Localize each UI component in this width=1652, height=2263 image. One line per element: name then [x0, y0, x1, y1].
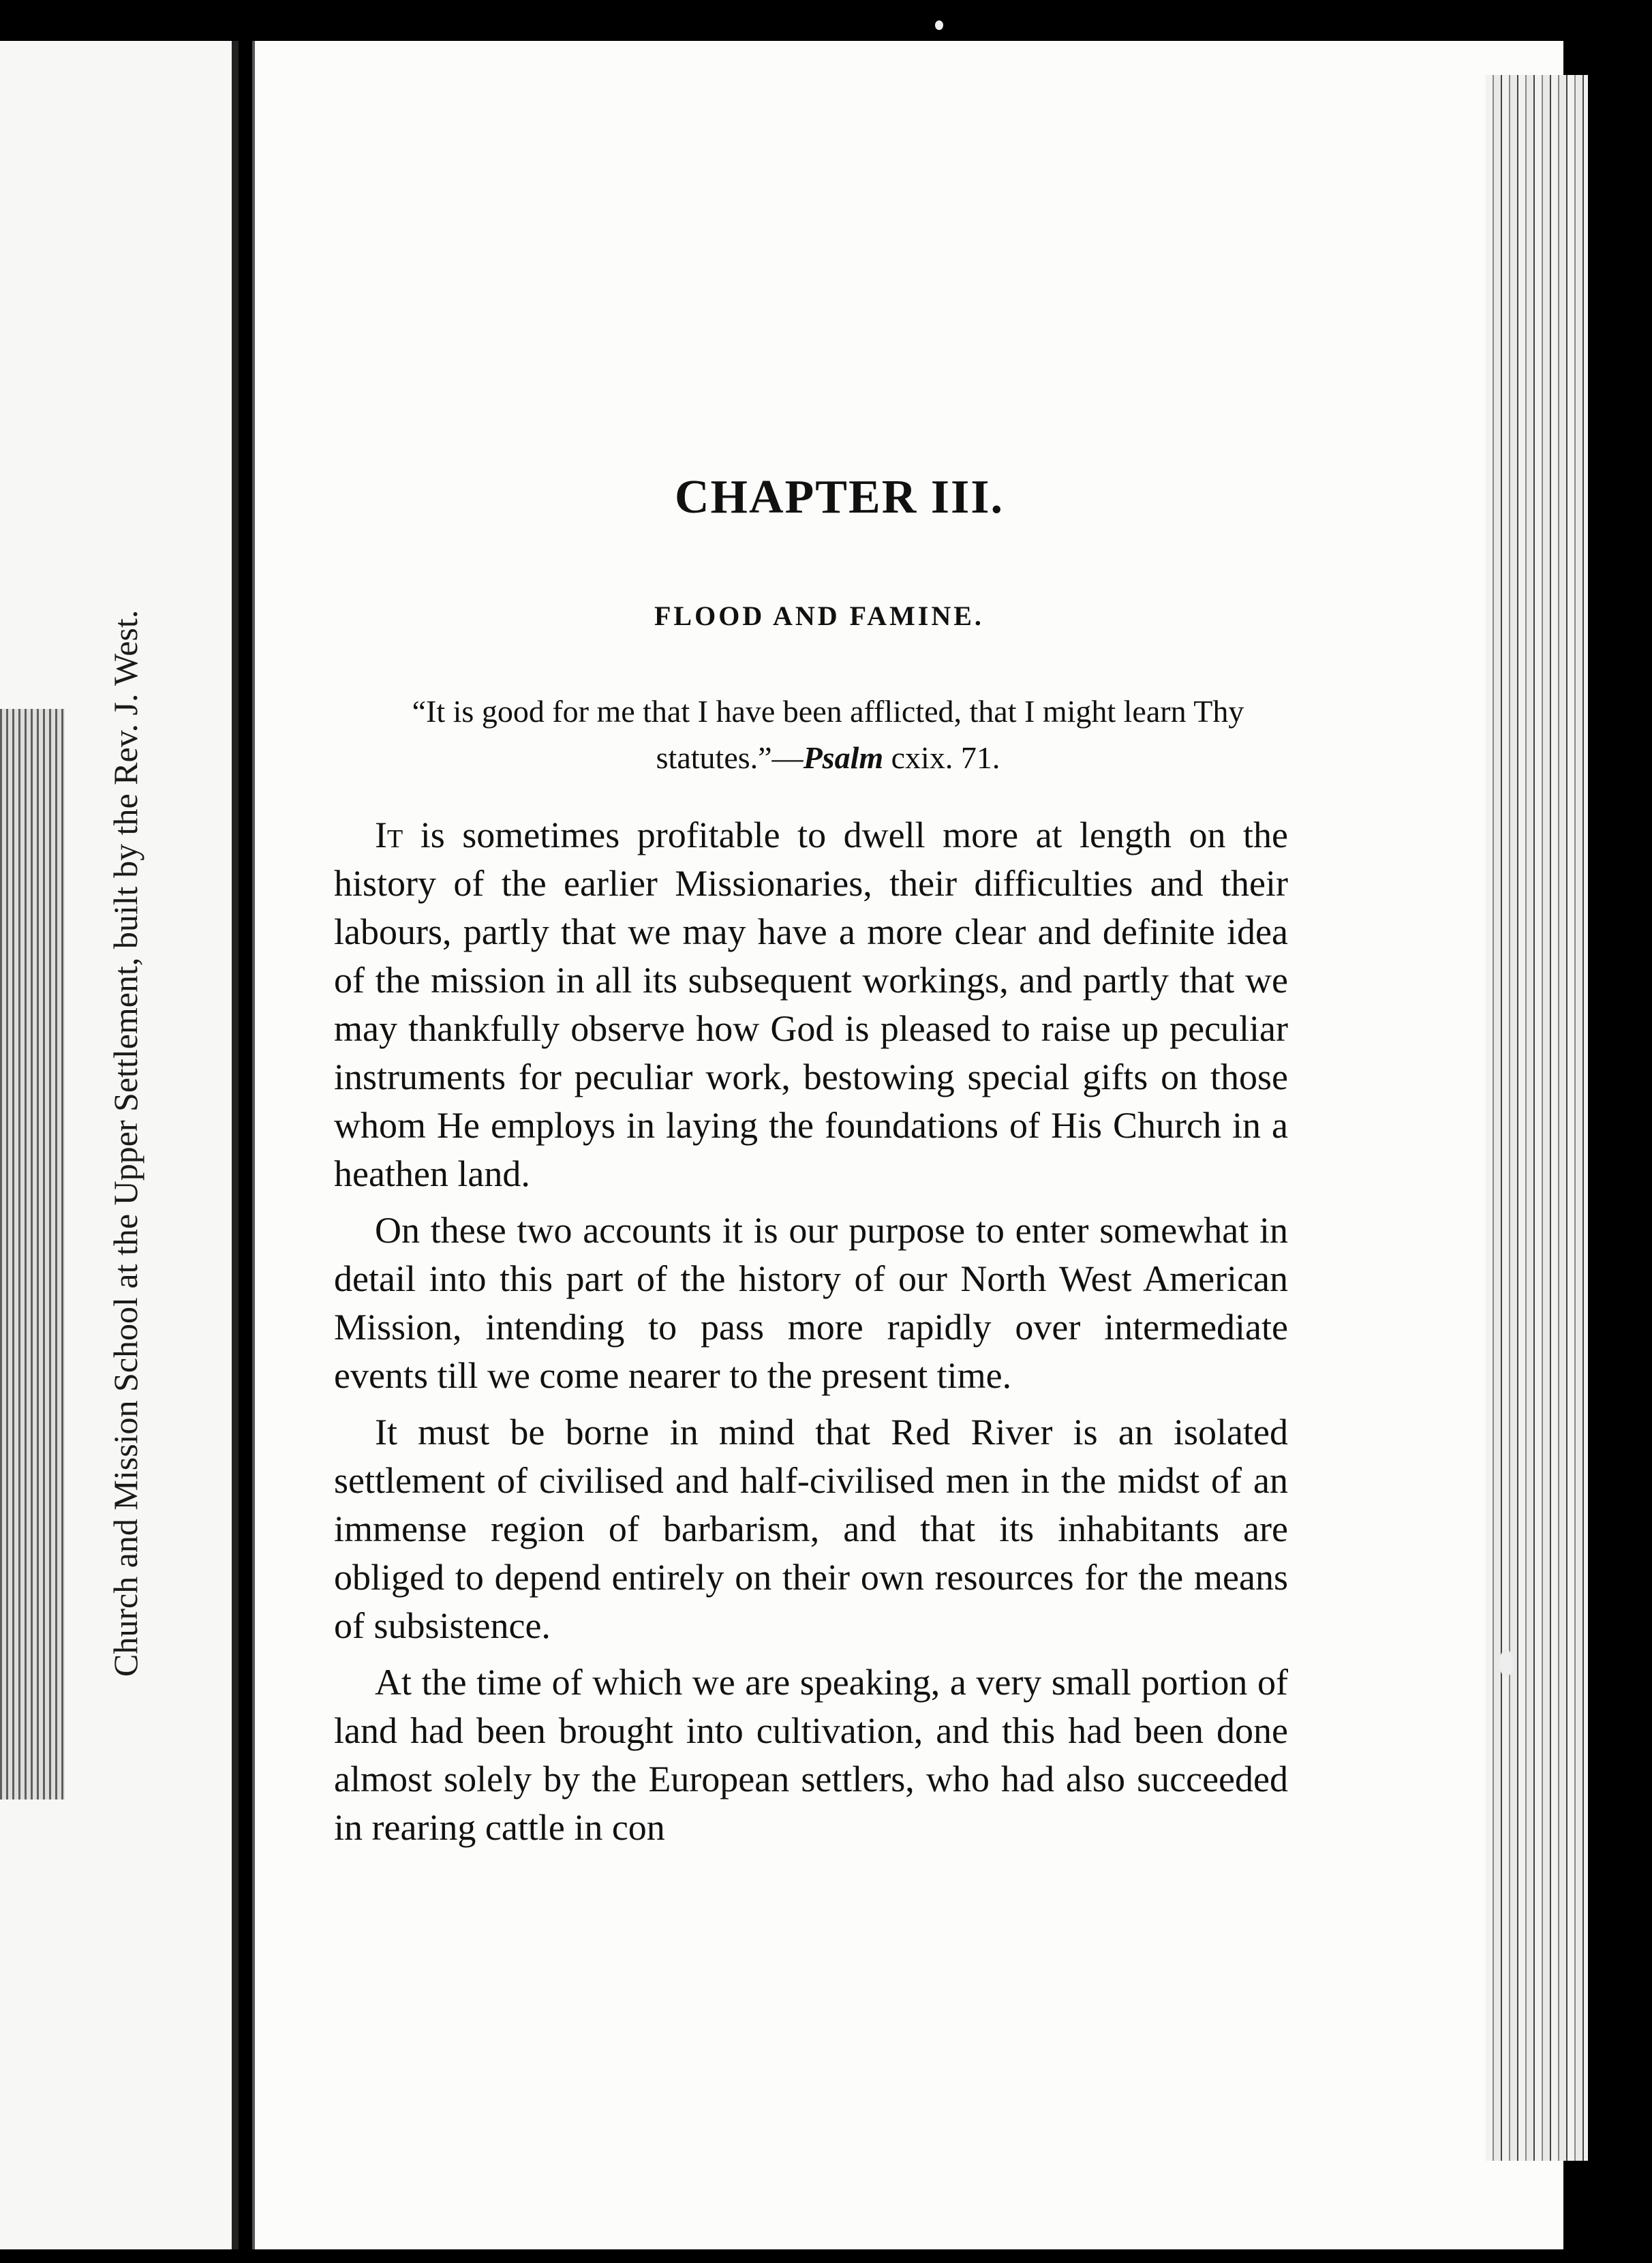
paragraph-text: is sometimes profitable to dwell more at length on the history of the earlier Missionaries, their difficulties and their labours, partly that we may have a more clear and definite idea of the mission in all its subsequent workings, and partly that we may thankfully observe how God is pleased to raise up peculiar instruments for peculiar work, bestowing special gifts on those whom He employs in laying the foundations of His Church in a heathen land.: [334, 815, 1288, 1194]
scan-speck: [935, 20, 943, 30]
paragraph-lead: It: [375, 815, 403, 855]
body-text: [334, 811, 1288, 1860]
paragraph: [334, 811, 1288, 1198]
paragraph: [334, 1658, 1288, 1852]
church-illustration-fragment: [0, 709, 65, 1799]
paragraph: [334, 1206, 1288, 1400]
illustration-caption: Church and Mission School at the Upper Settlement, built by the Rev. J. West.: [106, 609, 144, 1677]
epigraph-source: Psalm: [803, 740, 884, 775]
scan-speck: [1499, 1650, 1513, 1677]
epigraph-reference: cxix. 71.: [883, 740, 1000, 775]
epigraph-quote: “It is good for me that I have been afflicted, that I might learn Thy statutes.”—: [412, 694, 1244, 775]
page-edges: [1486, 75, 1588, 2161]
epigraph: [354, 688, 1302, 781]
paragraph-text: It must be borne in mind that Red River is an isolated settlement of civilised and half-civilised men in the midst of an immense region of barbarism, and that its inhabitants are obliged to depend entirely on their own resources for the means of subsistence.: [334, 1412, 1288, 1646]
paragraph: [334, 1408, 1288, 1650]
paragraph-text: At the time of which we are speaking, a very small portion of land had been brought into cultivation, and this had been done almost solely by the European settlers, who had also succeeded in rearing cattle in con: [334, 1662, 1288, 1848]
chapter-title: CHAPTER III.: [675, 471, 1004, 523]
chapter-subtitle: FLOOD AND FAMINE.: [654, 601, 984, 631]
paragraph-text: On these two accounts it is our purpose to enter somewhat in detail into this part of the history of our North West American Mission, intending to pass more rapidly over intermediate events till we come nearer to the present time.: [334, 1210, 1288, 1396]
left-page: [0, 41, 239, 2249]
